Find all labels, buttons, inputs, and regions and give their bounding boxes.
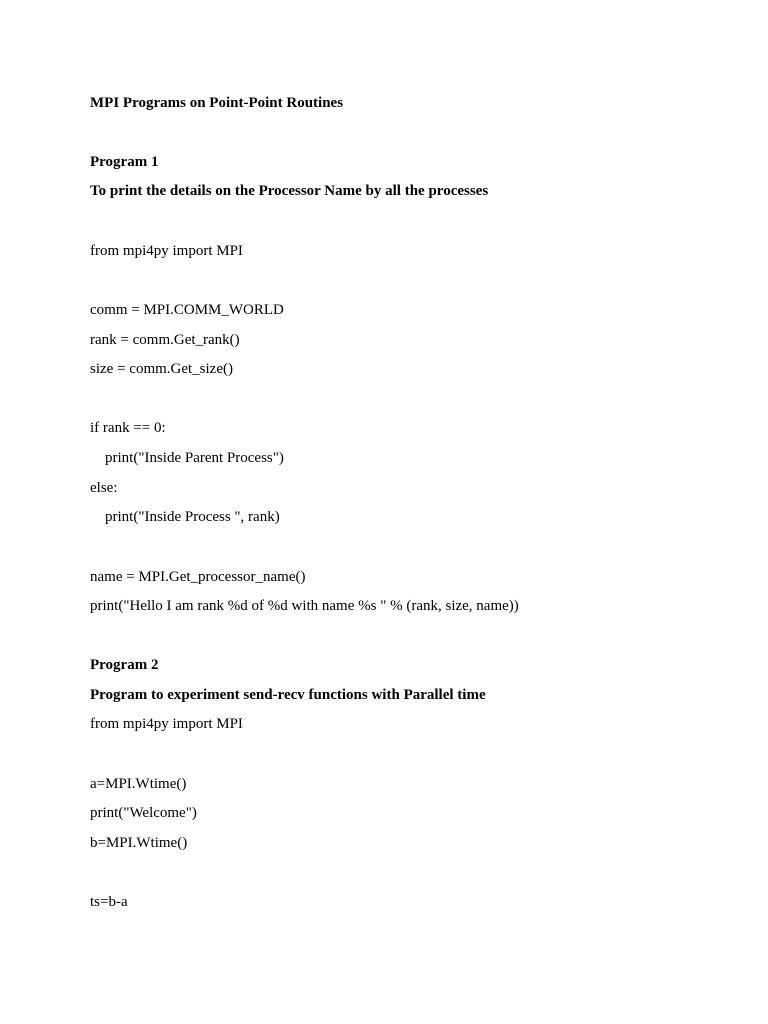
code-line: from mpi4py import MPI <box>90 716 243 732</box>
code-line: a=MPI.Wtime() <box>90 776 187 792</box>
code-line: comm = MPI.COMM_WORLD <box>90 302 284 318</box>
code-line: b=MPI.Wtime() <box>90 835 188 851</box>
code-line: else: <box>90 480 118 496</box>
program-2-description: Program to experiment send-recv functions with Parallel time <box>90 687 486 703</box>
program-1-description: To print the details on the Processor Name by all the processes <box>90 183 489 199</box>
code-line: print("Welcome") <box>90 805 197 821</box>
code-line: rank = comm.Get_rank() <box>90 332 240 348</box>
code-line: size = comm.Get_size() <box>90 361 233 377</box>
code-line: print("Inside Process ", rank) <box>105 509 280 525</box>
code-line: name = MPI.Get_processor_name() <box>90 569 306 585</box>
code-line: print("Hello I am rank %d of %d with name %s " % (rank, size, name)) <box>90 598 519 614</box>
document-title: MPI Programs on Point-Point Routines <box>90 95 344 111</box>
code-line: ts=b-a <box>90 894 128 910</box>
code-line: print("Inside Parent Process") <box>105 450 284 466</box>
program-1-heading: Program 1 <box>90 154 159 170</box>
code-line: from mpi4py import MPI <box>90 243 243 259</box>
program-2-heading: Program 2 <box>90 657 159 673</box>
code-line: if rank == 0: <box>90 420 166 436</box>
